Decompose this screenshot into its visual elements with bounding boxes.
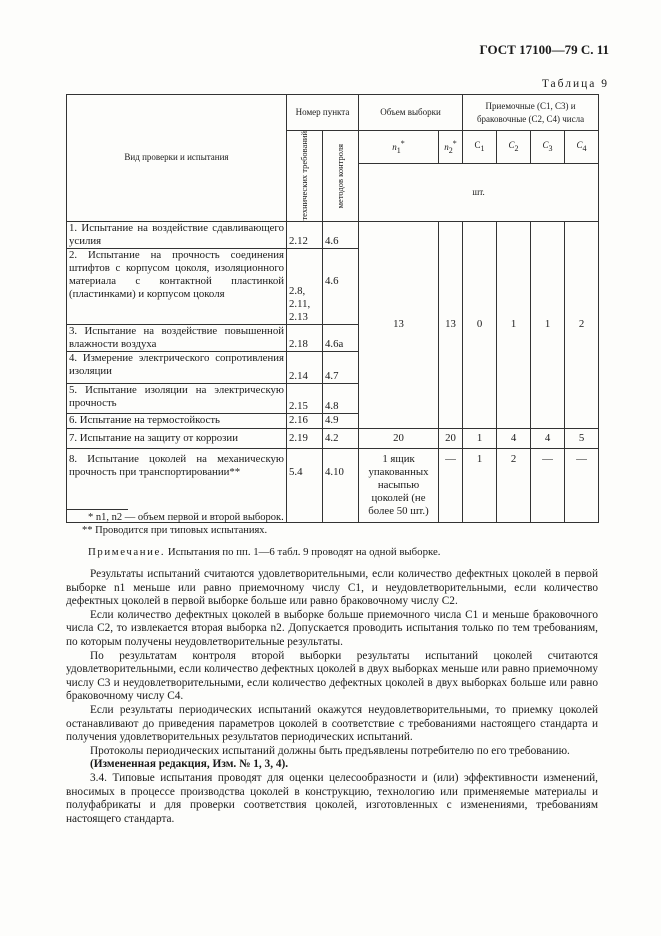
table-row-test: 5. Испытание изоляции на электрическую прочность [67, 383, 287, 413]
paragraph: 3.4. Типовые испытания проводят для оценки целесообразности и (или) эффективности изменений, вносимых в процессе производства цоколей в конструкцию, технологию или применяемые материалы и полуфабрикаты и для проверки соответствия цоколей, изготовленных с изменениями, требованиям настоящего стандарта. [66, 771, 598, 825]
paragraph: Если количество дефектных цоколей в выборке больше приемочного числа C1 и меньше браковочного числа C2, то извлекается вторая выборка n2. Допускается проводить испытания только по тем требованиям, по которым получены неудовлетворительные результаты. [66, 608, 598, 648]
col-header-item: Номер пункта [287, 95, 359, 131]
table-cell-method: 4.7 [323, 351, 359, 383]
table-cell-tech: 5.4 [287, 448, 323, 522]
table-cell-n1: 1 ящик упакованных насыпью цоколей (не более 50 шт.) [359, 448, 439, 522]
note-label: Примечание. [88, 546, 166, 558]
col-header-accept: Приемочные (C1, C3) и браковочные (C2, C4) числа [463, 95, 599, 131]
table-row-test: 8. Испытание цоколей на механическую прочность при транспортировании** [67, 448, 287, 522]
table-cell-n2: 20 [439, 428, 463, 448]
table-cell-method: 4.6а [323, 324, 359, 351]
table-cell-tech: 2.15 [287, 383, 323, 413]
table-cell-method: 4.6 [323, 221, 359, 248]
table-note [88, 546, 598, 558]
table-cell-tech: 2.14 [287, 351, 323, 383]
table-cell-tech: 2.12 [287, 221, 323, 248]
body-text [66, 568, 598, 826]
col-header-sample: Объем выборки [359, 95, 463, 131]
paragraph: Протоколы периодических испытаний должны быть предъявлены потребителю по его требованию. [90, 744, 570, 757]
col-header-c1: $C_1$ [463, 131, 497, 164]
table-cell-method: 4.2 [323, 428, 359, 448]
paragraph: Результаты испытаний считаются удовлетворительными, если количество дефектных цоколей в первой выборке n1 меньше или равно приемочному числу C1, и неудовлетворительными, если количество дефектных цоколей в первой выборке больше или равно браковочному числу C2. [66, 568, 598, 608]
table-row-test: 7. Испытание на защиту от коррозии [67, 428, 287, 448]
table-cell-method: 4.6 [323, 248, 359, 324]
table-cell-c3: 4 [531, 428, 565, 448]
table-cell-method: 4.9 [323, 413, 359, 428]
table-cell-c3: 1 [531, 221, 565, 428]
table-cell-tech: 2.18 [287, 324, 323, 351]
table-cell-c2: 4 [497, 428, 531, 448]
col-header-c4: $C_4$ [565, 131, 599, 164]
note-text: Испытания по пп. 1—6 табл. 9 проводят на одной выборке. [167, 546, 441, 558]
table-cell-method: 4.10 [323, 448, 359, 522]
paragraph: По результатам контроля второй выборки результаты испытаний цоколей считаются удовлетворительными, если количество дефектных цоколей в двух выборках меньше или равно приемочному числу C3 и неудовлетворительными, если количество дефектных цоколей в двух выборках больше или равно браковочному числу C4. [66, 649, 598, 703]
table-cell-c3: — [531, 448, 565, 522]
table-cell-n1: 13 [359, 221, 439, 428]
footnotes [66, 511, 598, 537]
col-header-c2: $C_2$ [497, 131, 531, 164]
table-cell-c1: 1 [463, 448, 497, 522]
table-row-test: 4. Измерение электрического сопротивления изоляции [67, 351, 287, 383]
table-cell-c1: 1 [463, 428, 497, 448]
table-caption: Таблица 9 [541, 78, 609, 90]
table-row-test: 6. Испытание на термостойкость [67, 413, 287, 428]
paragraph: Если результаты периодических испытаний окажутся неудовлетворительными, то приемку цоколей останавливают до приведения параметров цоколей в соответствие с требованиями настоящего стандарта и получения удовлетворительных результатов периодических испытаний. [66, 703, 598, 744]
col-header-item-methods: методов контроля [323, 131, 359, 222]
table-cell-n2: 13 [439, 221, 463, 428]
amendment-note: (Измененная редакция, Изм. № 1, 3, 4). [90, 758, 289, 771]
table-cell-n1: 20 [359, 428, 439, 448]
col-header-test: Вид проверки и испытания [67, 95, 287, 222]
table-cell-tech: 2.16 [287, 413, 323, 428]
col-header-c3: $C_3$ [531, 131, 565, 164]
page-header: ГОСТ 17100—79 С. 11 [479, 42, 609, 57]
table-cell-c1: 0 [463, 221, 497, 428]
footnote-1: * n1, n2 — объем первой и второй выборок. [88, 512, 284, 523]
unit-cell: шт. [359, 164, 599, 221]
col-header-n1: $n_1^*$ [359, 131, 439, 164]
table-cell-tech: 2.19 [287, 428, 323, 448]
table-9 [66, 94, 599, 523]
table-cell-method: 4.8 [323, 383, 359, 413]
table-cell-c2: 1 [497, 221, 531, 428]
table-cell-c2: 2 [497, 448, 531, 522]
table-cell-n2: — [439, 448, 463, 522]
table-row-test: 2. Испытание на прочность соединения штифтов с корпусом цоколя, изоляционного материала с контактной пластинкой (пластинками) и корпусом цоколя [67, 248, 287, 324]
table-cell-tech: 2.8, 2.11, 2.13 [287, 248, 323, 324]
footnote-2: ** Проводится при типовых испытаниях. [82, 525, 268, 536]
table-cell-c4: 5 [565, 428, 599, 448]
col-header-item-tech: технических требований [287, 131, 323, 222]
table-row-test: 3. Испытание на воздействие повышенной влажности воздуха [67, 324, 287, 351]
footnote-separator [66, 509, 128, 510]
col-header-n2: $n_2^*$ [439, 131, 463, 164]
table-cell-c4: — [565, 448, 599, 522]
table-cell-c4: 2 [565, 221, 599, 428]
table-row-test: 1. Испытание на воздействие сдавливающего усилия [67, 221, 287, 248]
